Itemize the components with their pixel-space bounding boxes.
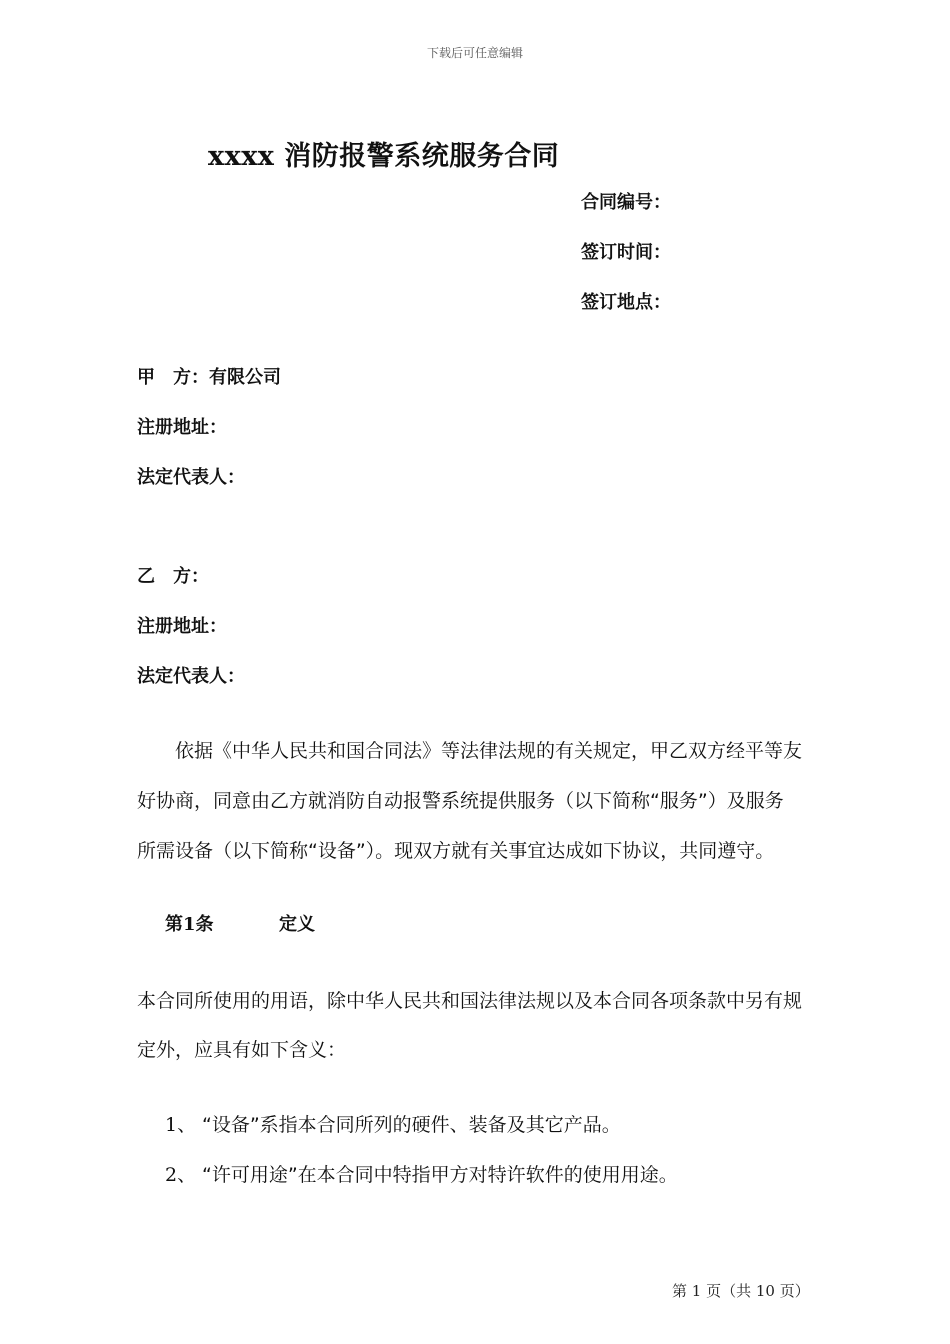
page-number-footer: 第 1 页（共 10 页）	[672, 1282, 810, 1300]
preamble-line-3: 所需设备（以下简称“设备”）。现双方就有关事宜达成如下协议，共同遵守。	[137, 840, 775, 862]
preamble-line-2: 好协商，同意由乙方就消防自动报警系统提供服务（以下简称“服务”）及服务	[137, 790, 784, 812]
party-b-address-label: 注册地址：	[137, 616, 227, 637]
party-a-label: 甲 方：	[137, 367, 209, 388]
party-a-address-label: 注册地址：	[137, 417, 227, 438]
article-1-heading	[165, 910, 315, 936]
article-1-number: 第1条	[165, 914, 214, 935]
party-a-rep-label: 法定代表人：	[137, 467, 245, 488]
party-b-label: 乙 方：	[137, 566, 209, 587]
document-title	[208, 134, 559, 173]
definition-intro-line-2: 定外，应具有如下含义：	[137, 1039, 347, 1061]
party-b-rep-label: 法定代表人：	[137, 666, 245, 687]
contract-number-label: 合同编号：	[581, 192, 671, 213]
signing-date-label: 签订时间：	[581, 242, 671, 263]
definition-text: “许可用途”在本合同中特指甲方对特许软件的使用用途。	[202, 1164, 678, 1186]
definition-index: 2、	[165, 1164, 197, 1186]
title-prefix: xxxx	[208, 141, 275, 172]
party-a-line	[137, 363, 281, 389]
definition-index: 1、	[165, 1114, 197, 1136]
definition-item	[165, 1160, 678, 1187]
preamble-line-1: 依据《中华人民共和国合同法》等法律法规的有关规定，甲乙双方经平等友	[137, 740, 803, 762]
definition-intro-line-1: 本合同所使用的用语，除中华人民共和国法律法规以及本合同各项条款中另有规	[137, 990, 803, 1012]
signing-place-label: 签订地点：	[581, 292, 671, 313]
header-note: 下载后可任意编辑	[426, 46, 523, 60]
party-a-name: 有限公司	[209, 367, 281, 388]
title-main: 消防报警系统服务合同	[284, 141, 560, 172]
definition-item	[165, 1110, 621, 1137]
definition-text: “设备”系指本合同所列的硬件、装备及其它产品。	[202, 1114, 621, 1136]
article-1-title: 定义	[279, 914, 315, 935]
